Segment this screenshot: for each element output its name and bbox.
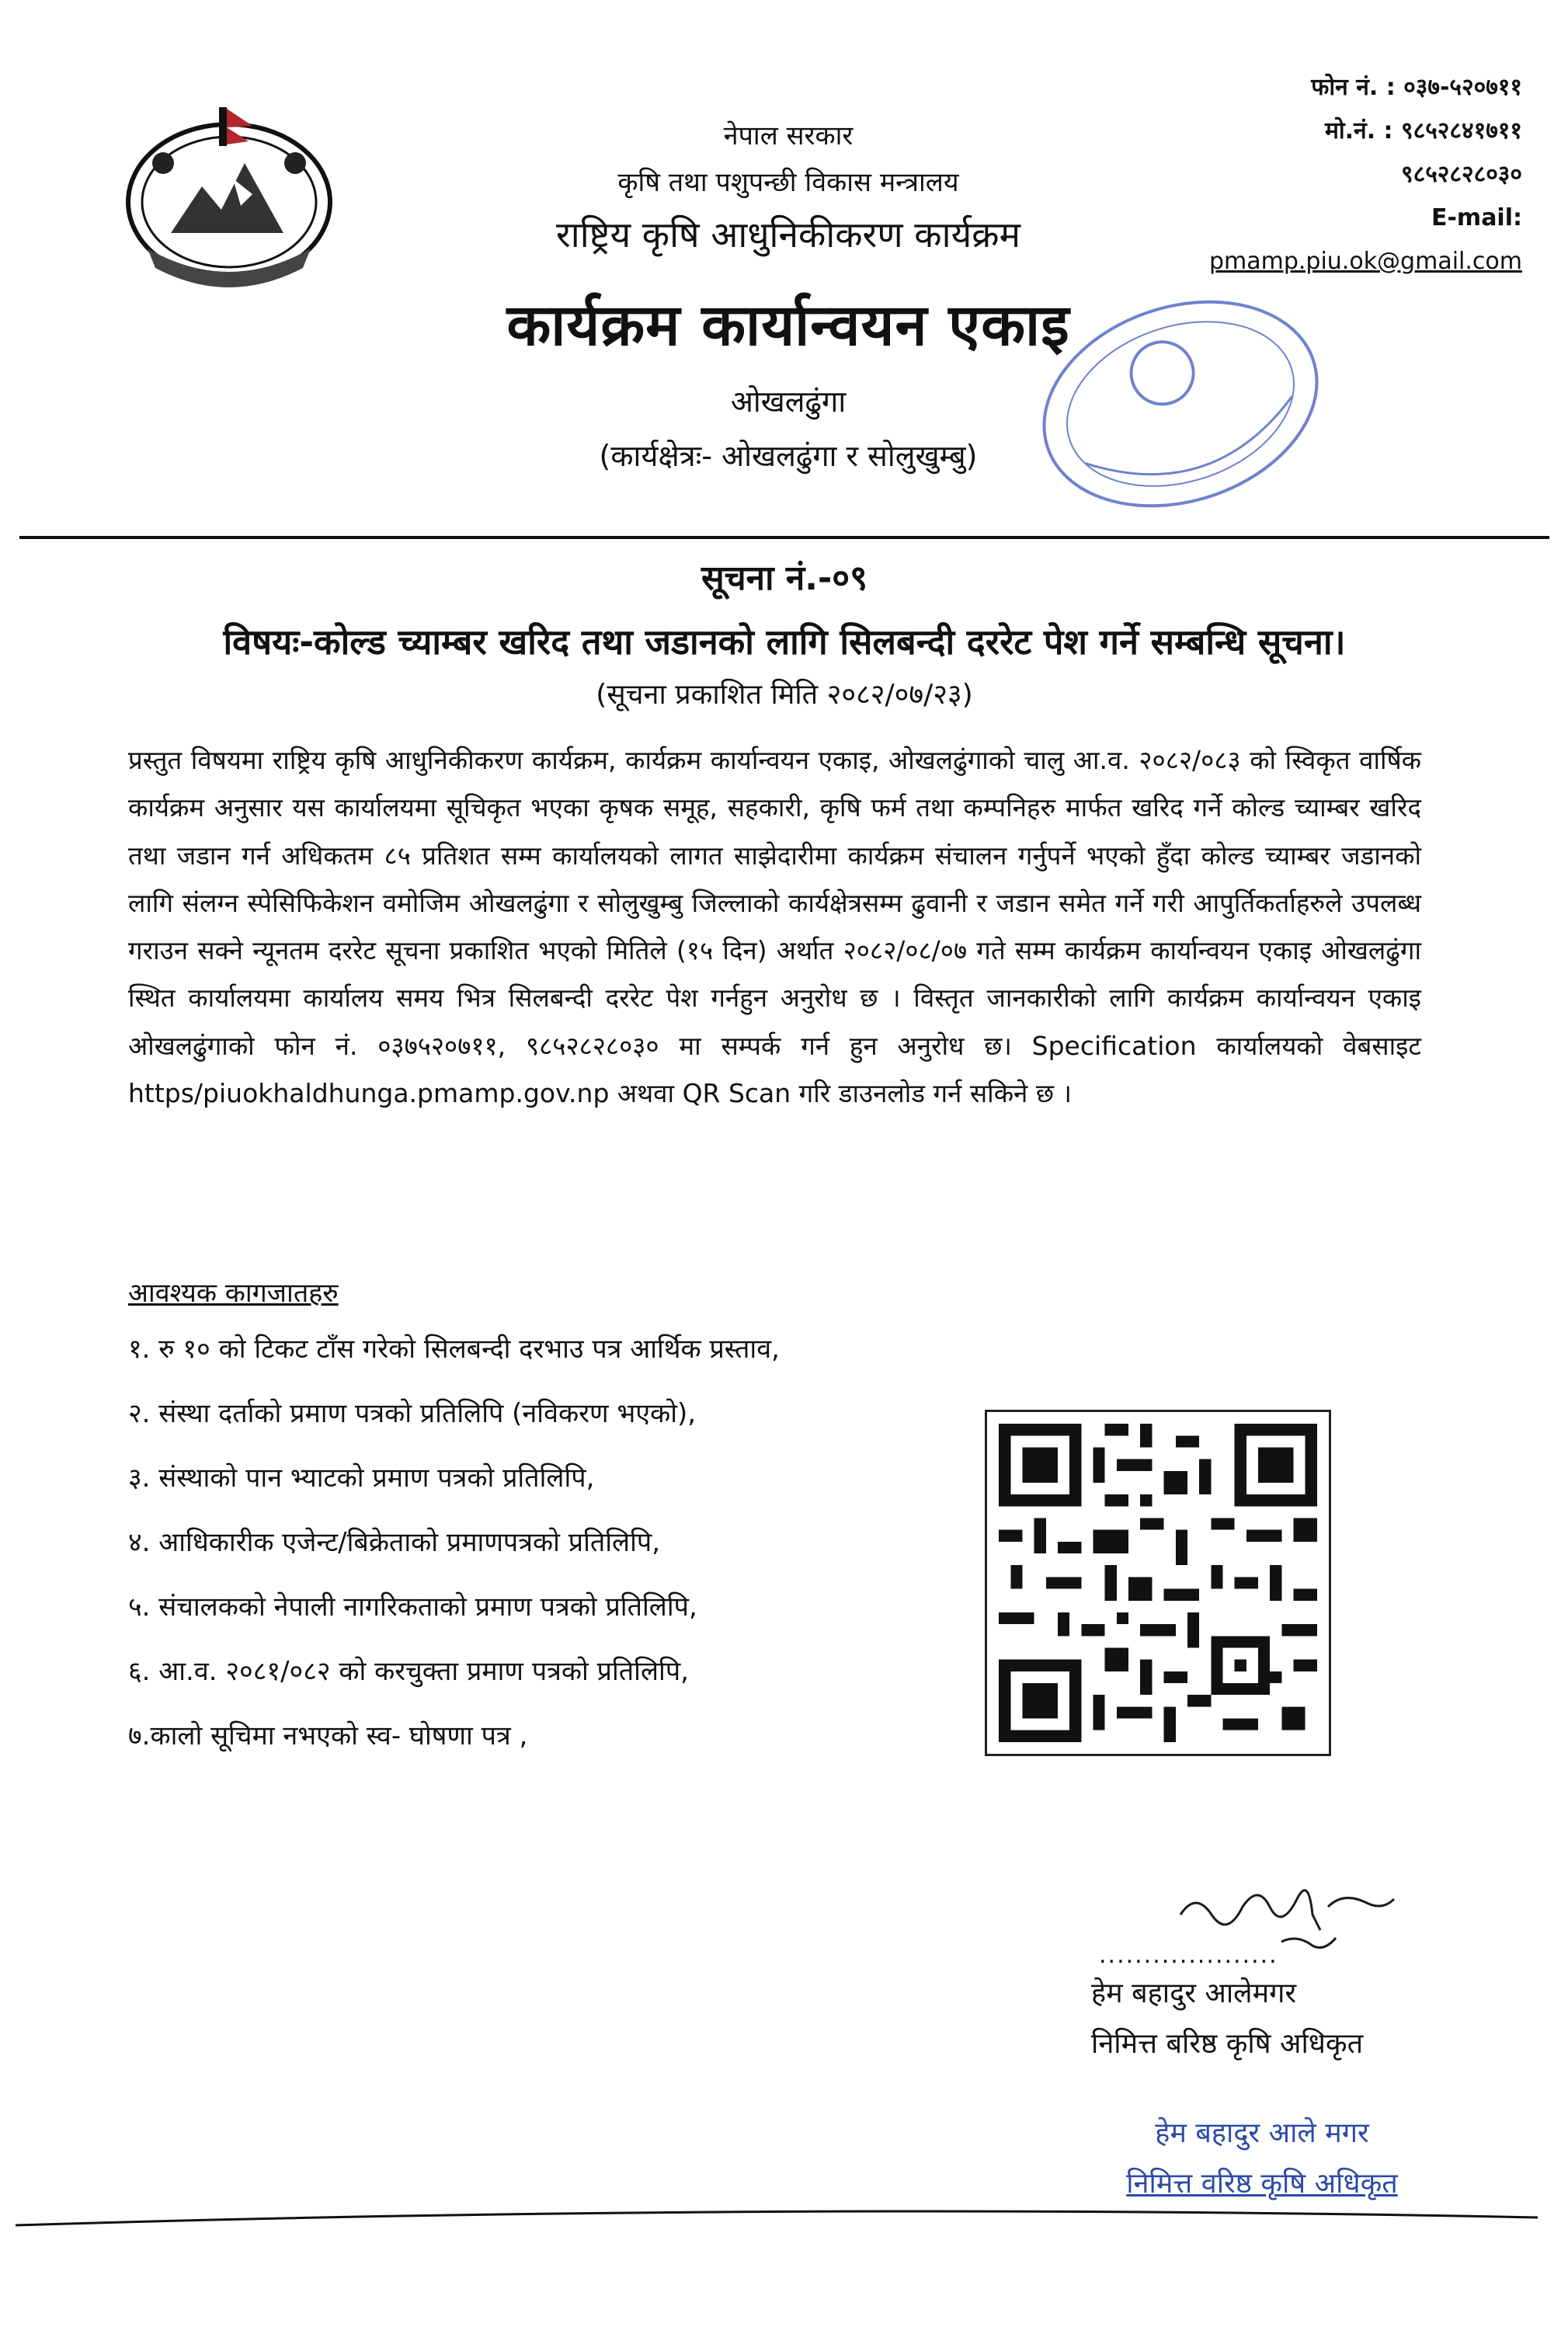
document-item: ३. संस्थाको पान भ्याटको प्रमाण पत्रको प्रतिलिपि, [128,1463,595,1494]
mobile-value-2: ९८५२८२८०३० [1401,161,1522,188]
email-link[interactable]: pmamp.piu.ok@gmail.com [1208,248,1522,275]
contact-block [1134,66,1522,283]
government-name: नेपाल सरकार [723,120,854,151]
notice-number: सूचना नं.-०९ [701,558,867,598]
document-item: ६. आ.व. २०८१/०८२ को करचुक्ता प्रमाण पत्रको प्रतिलिपि, [128,1656,689,1687]
documents-heading: आवश्यक कागजातहरु [128,1278,339,1309]
phone-line [1134,66,1522,110]
specification-qr-code[interactable] [985,1410,1331,1756]
name-stamp: हेम बहादुर आले मगर [1155,2117,1369,2149]
mobile-label: मो.नं. : [1324,117,1393,144]
mobile-line-2 [1134,153,1522,197]
document-item: २. संस्था दर्ताको प्रमाण पत्रको प्रतिलिपि (नविकरण भएको), [128,1398,697,1429]
phone-label: फोन नं. : [1311,74,1396,101]
email-line [1134,197,1522,283]
document-item: ५. संचालकको नेपाली नागरिकताको प्रमाण पत्रको प्रतिलिपि, [128,1591,697,1623]
documents-list [128,1330,1021,1781]
document-item: १. रु १० को टिकट टाँस गरेको सिलबन्दी दरभाउ पत्र आर्थिक प्रस्ताव, [128,1334,780,1365]
document-item: ७.कालो सूचिमा नभएको स्व- घोषणा पत्र , [128,1720,528,1751]
phone-value: ०३७-५२०७११ [1403,74,1522,101]
office-place: ओखलढुंगा [730,384,847,419]
notice-body: प्रस्तुत विषयमा राष्ट्रिय कृषि आधुनिकीकरण कार्यक्रम, कार्यक्रम कार्यान्वयन एकाइ, ओखलढुंगाको चालु आ.व. २०८२/०८३ को स्विकृत वार्षिक कार्यक्रम अनुसार यस कार्यालयमा सूचिकृत भएका कृषक समूह, सहकारी, कृषि फर्म तथा कम्पनिहरु मार्फत खरिद गर्ने कोल्ड च्याम्बर खरिद तथा जडान गर्न अधिकतम ८५ प्रतिशत सम्म कार्यालयको लागत साझेदारीमा कार्यक्रम संचालन गर्नुपर्ने भएको हुँदा कोल्ड च्याम्बर जडानको लागि संलग्न स्पेसिफिकेशन वमोजिम ओखलढुंगा र सोलुखुम्बु जिल्लाको कार्यक्षेत्रसम्म ढुवानी र जडान समेत गर्ने गरी आपुर्तिकर्ताहरुले उपलब्ध गराउन सक्ने न्यूनतम दररेट सूचना प्रकाशित भएको मितिले (१५ दिन) अर्थात २०८२/०८/०७ गते सम्म कार्यक्रम कार्यान्वयन एकाइ ओखलढुंगा स्थित कार्यालयमा कार्यालय समय भित्र सिलबन्दी दररेट पेश गर्नहुन अनुरोध छ । विस्तृत जानकारीको लागि कार्यक्रम कार्यान्वयन एकाइ ओखलढुंगाको फोन नं. ०३७५२०७११, ९८५२८२८०३० मा सम्पर्क गर्न हुन अनुरोध छ। Specification कार्यालयको वेबसाइट https/piuokhaldhunga.pmamp.gov.np अथवा QR Scan गरि डाउनलोड गर्न सकिने छ । [128,745,1421,1109]
notice-subject: विषयः-कोल्ड च्याम्बर खरिद तथा जडानको लागि सिलबन्दी दररेट पेश गर्ने सम्बन्धि सूचना। [223,621,1346,663]
email-label: E-mail: [1431,204,1522,231]
office-seal-stamp [1017,276,1344,532]
header-divider [19,536,1549,539]
signature-line: .................... [1099,1942,1278,1969]
designation-stamp: निमित्त वरिष्ठ कृषि अधिकृत [1126,2168,1398,2200]
footer-rule [16,2206,1538,2229]
mobile-value-1: ९८५२८४१७११ [1401,117,1522,144]
nepal-government-emblem [116,101,342,295]
work-area: (कार्यक्षेत्रः- ओखलढुंगा र सोलुखुम्बु) [599,439,978,473]
signatory-designation: निमित्त बरिष्ठ कृषि अधिकृत [1091,2028,1364,2060]
mobile-line [1134,110,1522,153]
program-name: राष्ट्रिय कृषि आधुनिकीकरण कार्यक्रम [555,214,1021,256]
document-item: ४. आधिकारीक एजेन्ट/बिक्रेताको प्रमाणपत्रको प्रतिलिपि, [128,1527,661,1558]
signatory-name: हेम बहादुर आलेमगर [1091,1977,1297,2009]
published-date: (सूचना प्रकाशित मिति २०८२/०७/२३) [596,679,973,711]
unit-name: कार्यक्रम कार्यान्वयन एकाइ [506,292,1070,359]
ministry-name: कृषि तथा पशुपन्छी विकास मन्त्रालय [617,167,959,198]
